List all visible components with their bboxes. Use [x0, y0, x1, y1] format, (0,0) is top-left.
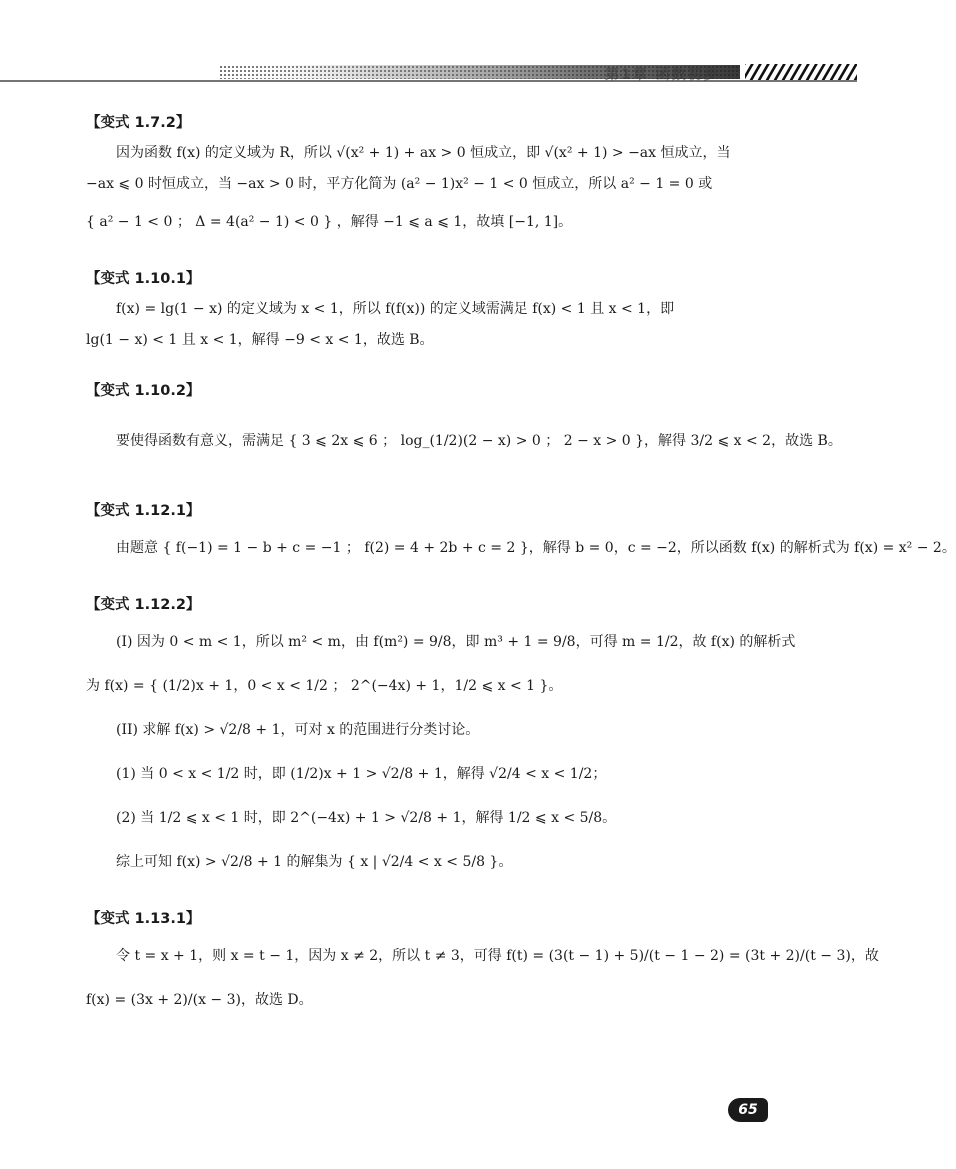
- page-body: [86, 108, 956, 1022]
- section-heading: 【变式 1.12.2】: [86, 597, 201, 613]
- text-line: (2) 当 1/2 ⩽ x < 1 时，即 2^(−4x) + 1 > √2/8 + 1，解得 1/2 ⩽ x < 5/8。: [116, 810, 617, 826]
- text-line: 综上可知 f(x) > √2/8 + 1 的解集为 { x | √2/4 < x < 5/8 }。: [116, 854, 513, 870]
- section-heading: 【变式 1.7.2】: [86, 115, 191, 131]
- text-line: −ax ⩽ 0 时恒成立，当 −ax > 0 时，平方化简为 (a² − 1)x² − 1 < 0 恒成立，所以 a² − 1 = 0 或: [86, 176, 713, 192]
- text-line: 为 f(x) = { (1/2)x + 1，0 < x < 1/2 ； 2^(−4x) + 1，1/2 ⩽ x < 1 }。: [86, 678, 563, 694]
- text-line: f(x) = lg(1 − x) 的定义域为 x < 1，所以 f(f(x)) 的定义域需满足 f(x) < 1 且 x < 1，即: [116, 301, 675, 317]
- text-line: f(x) = (3x + 2)/(x − 3)，故选 D。: [86, 992, 313, 1008]
- chapter-title: 第1章 函数初步: [605, 67, 720, 83]
- text-line: (I) 因为 0 < m < 1，所以 m² < m，由 f(m²) = 9/8，即 m³ + 1 = 9/8，可得 m = 1/2，故 f(x) 的解析式: [116, 634, 796, 650]
- section-heading: 【变式 1.13.1】: [86, 911, 201, 927]
- text-line: 由题意 { f(−1) = 1 − b + c = −1 ； f(2) = 4 + 2b + c = 2 }，解得 b = 0，c = −2，所以函数 f(x) 的解析式为 f(x) = x² − 2。: [116, 540, 956, 556]
- text-line: 令 t = x + 1，则 x = t − 1，因为 x ≠ 2，所以 t ≠ 3，可得 f(t) = (3(t − 1) + 5)/(t − 1 − 2) = (3t + 2)/(t − 3)，故: [116, 948, 879, 964]
- text-line: lg(1 − x) < 1 且 x < 1，解得 −9 < x < 1，故选 B。: [86, 332, 434, 348]
- section-heading: 【变式 1.10.1】: [86, 271, 201, 287]
- text-line: 要使得函数有意义，需满足 { 3 ⩽ 2x ⩽ 6 ； log_(1/2)(2 − x) > 0 ； 2 − x > 0 }，解得 3/2 ⩽ x < 2，故选 B。: [116, 433, 842, 449]
- text-line: { a² − 1 < 0 ； Δ = 4(a² − 1) < 0 } ，解得 −1 ⩽ a ⩽ 1，故填 [−1, 1]。: [86, 214, 573, 230]
- section-heading: 【变式 1.10.2】: [86, 383, 201, 399]
- text-line: (1) 当 0 < x < 1/2 时，即 (1/2)x + 1 > √2/8 + 1，解得 √2/4 < x < 1/2；: [116, 766, 607, 782]
- page-number: 65: [728, 1098, 768, 1122]
- text-line: 因为函数 f(x) 的定义域为 R，所以 √(x² + 1) + ax > 0 恒成立，即 √(x² + 1) > −ax 恒成立，当: [116, 145, 731, 161]
- section-heading: 【变式 1.12.1】: [86, 503, 201, 519]
- text-line: (II) 求解 f(x) > √2/8 + 1，可对 x 的范围进行分类讨论。: [116, 722, 480, 738]
